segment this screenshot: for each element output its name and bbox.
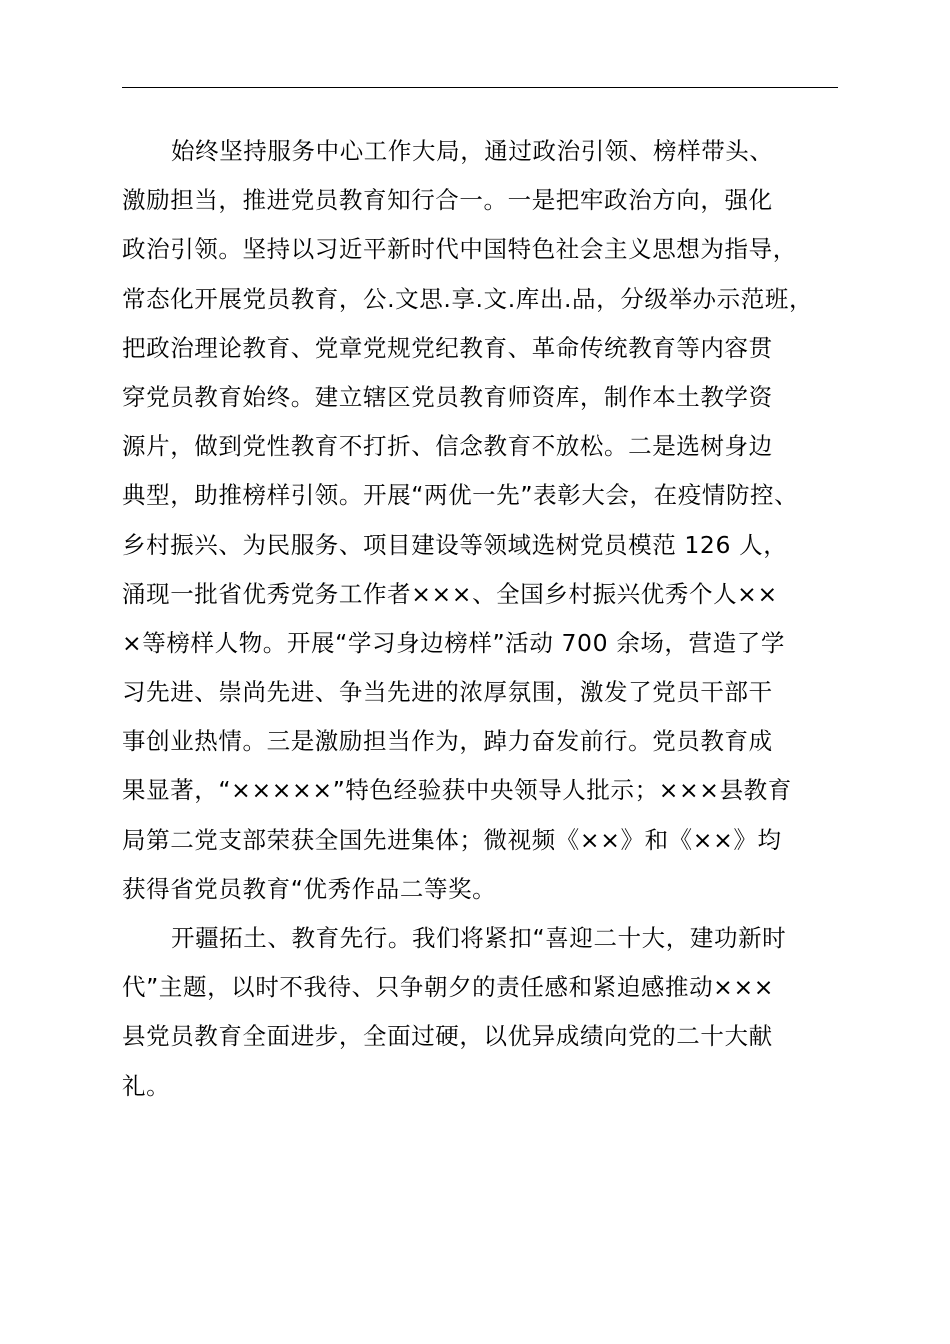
text-line: 习先进、崇尚先进、争当先进的浓厚氛围，激发了党员干部干 — [122, 678, 773, 707]
text-line: 局第二党支部荣获全国先进集体；微视频《××》和《××》均 — [122, 825, 782, 854]
body-text — [122, 127, 867, 1111]
text-line: 乡村振兴、为民服务、项目建设等领域选树党员模范 126 人， — [122, 530, 788, 559]
text-line: 获得省党员教育“优秀作品二等奖。 — [122, 874, 497, 903]
paragraph-1 — [122, 127, 867, 914]
paragraph-2 — [122, 914, 867, 1111]
text-line: 典型，助推榜样引领。开展“两优一先”表彰大会，在疫情防控、 — [122, 481, 799, 510]
text-line: 把政治理论教育、党章党规党纪教育、革命传统教育等内容贯 — [122, 333, 773, 362]
header-rule — [122, 87, 838, 88]
text-line: 果显著，“×××××”特色经验获中央领导人批示；×××县教育 — [122, 776, 792, 805]
text-line: 礼。 — [122, 1071, 171, 1100]
text-line: 政治引领。坚持以习近平新时代中国特色社会主义思想为指导， — [122, 235, 797, 264]
text-line: 县党员教育全面进步，全面过硬，以优异成绩向党的二十大献 — [122, 1022, 773, 1051]
text-line: 涌现一批省优秀党务工作者×××、全国乡村振兴优秀个人×× — [122, 579, 778, 608]
text-line: 常态化开展党员教育，公.文思.享.文.库出.品，分级举办示范班， — [122, 284, 814, 313]
text-line: 始终坚持服务中心工作大局，通过政治引领、榜样带头、 — [171, 137, 774, 165]
text-line: 源片，做到党性教育不打折、信念教育不放松。二是选树身边 — [122, 432, 773, 461]
text-line: 开疆拓土、教育先行。我们将紧扣“喜迎二十大，建功新时 — [171, 924, 787, 952]
text-line: ×等榜样人物。开展“学习身边榜样”活动 700 余场，营造了学 — [122, 628, 785, 657]
text-line: 激励担当，推进党员教育知行合一。一是把牢政治方向，强化 — [122, 186, 773, 215]
text-line: 事创业热情。三是激励担当作为，踔力奋发前行。党员教育成 — [122, 727, 773, 756]
text-line: 代”主题，以时不我待、只争朝夕的责任感和紧迫感推动××× — [122, 973, 775, 1002]
text-line: 穿党员教育始终。建立辖区党员教育师资库，制作本土教学资 — [122, 382, 773, 411]
